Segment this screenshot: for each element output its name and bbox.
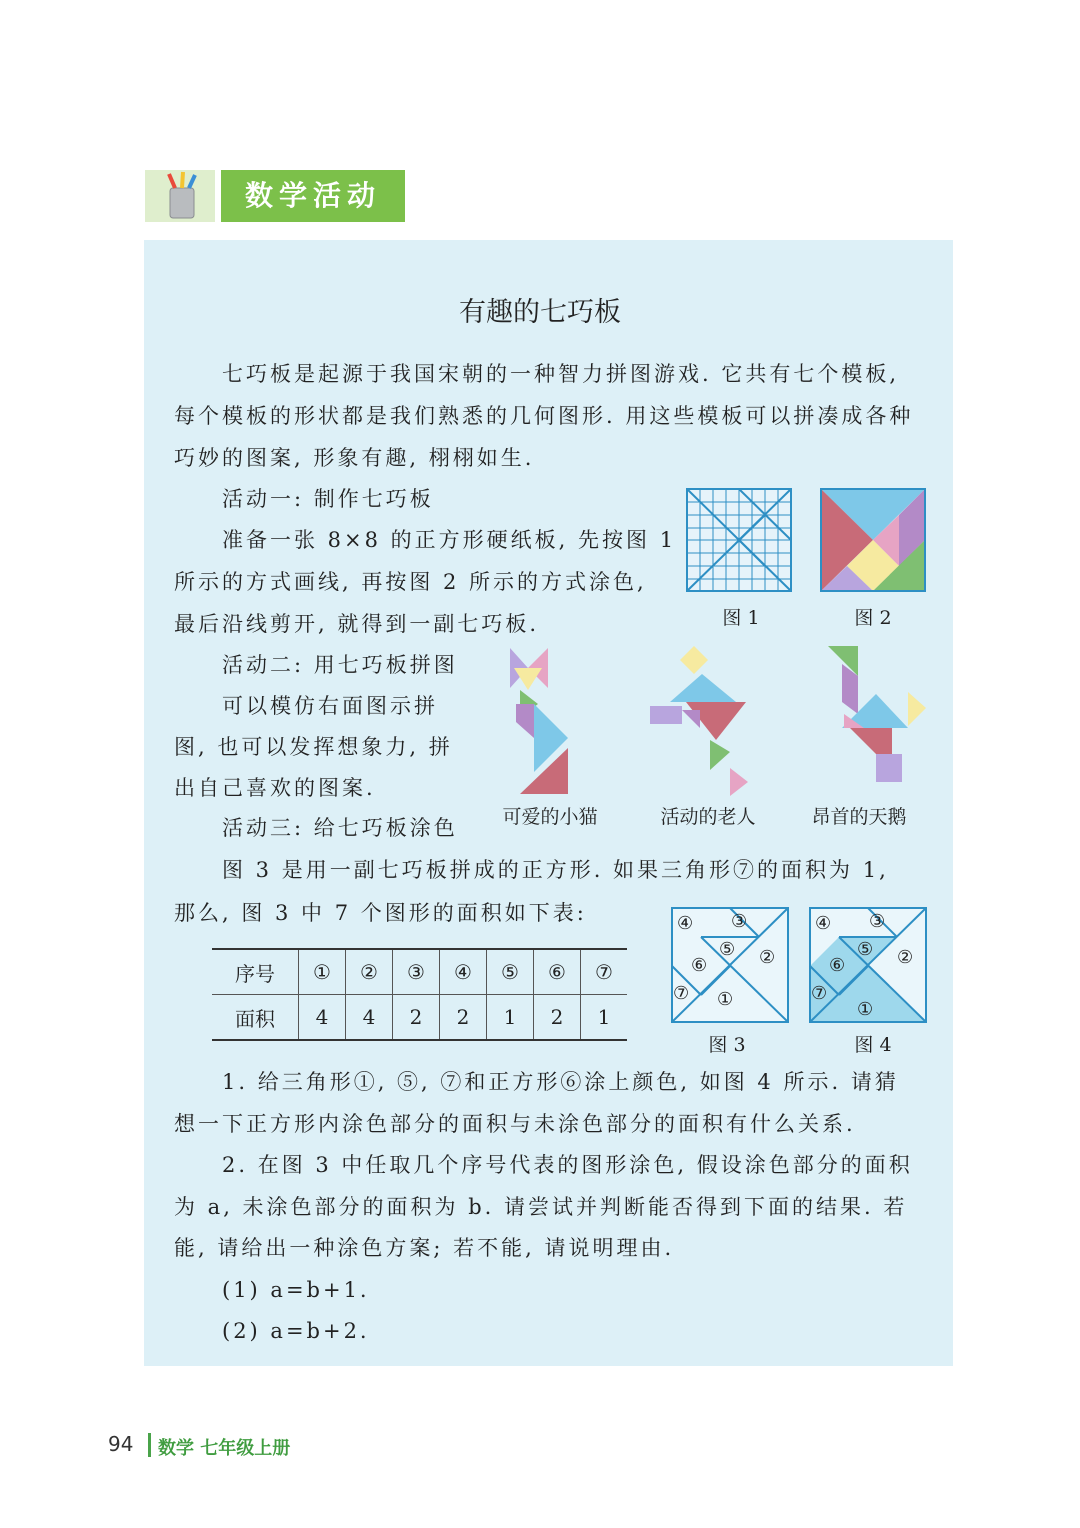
activity1-line-3: 最后沿线剪开, 就得到一副七巧板. xyxy=(174,612,540,636)
q2-line-3: 能, 请给出一种涂色方案; 若不能, 请说明理由. xyxy=(174,1236,675,1260)
activity1-line-1: 准备一张 8×8 的正方形硬纸板, 先按图 1 xyxy=(222,528,677,552)
footer-divider xyxy=(148,1433,151,1457)
swan-caption: 昂首的天鹅 xyxy=(811,806,907,828)
page-title: 有趣的七巧板 xyxy=(459,297,621,328)
table-header-id: 序号 xyxy=(212,949,299,995)
table-cell: ⑤ xyxy=(487,949,534,995)
figure-2-colored-tangram xyxy=(820,488,926,592)
activity3-line-1: 图 3 是用一副七巧板拼成的正方形. 如果三角形⑦的面积为 1, xyxy=(222,858,889,882)
activity2-line-2: 图, 也可以发挥想象力, 拼 xyxy=(174,735,453,759)
activity3-heading: 活动三: 给七巧板涂色 xyxy=(222,816,458,840)
table-cell: ⑦ xyxy=(581,949,628,995)
table-cell: 4 xyxy=(299,995,346,1041)
piece-label: ④ xyxy=(815,913,832,934)
page-number: 94 xyxy=(108,1432,134,1456)
cat-caption: 可爱的小猫 xyxy=(502,806,598,828)
area-table xyxy=(212,948,627,1041)
table-cell: 1 xyxy=(487,995,534,1041)
q1-line-2: 想一下正方形内涂色部分的面积与未涂色部分的面积有什么关系. xyxy=(174,1112,856,1136)
figure-2-caption: 图 2 xyxy=(854,607,892,629)
table-cell: ② xyxy=(346,949,393,995)
intro-line-1: 七巧板是起源于我国宋朝的一种智力拼图游戏. 它共有七个模板, xyxy=(222,362,900,386)
piece-label: ⑦ xyxy=(673,983,690,1004)
q2-option-2: (2) a=b+2. xyxy=(222,1319,370,1343)
piece-label: ④ xyxy=(677,913,694,934)
q2-option-1: (1) a=b+1. xyxy=(222,1278,370,1302)
table-cell: 4 xyxy=(346,995,393,1041)
piece-label: ① xyxy=(857,999,874,1020)
activity2-line-3: 出自己喜欢的图案. xyxy=(174,776,376,800)
q2-line-1: 2. 在图 3 中任取几个序号代表的图形涂色, 假设涂色部分的面积 xyxy=(222,1153,913,1177)
piece-label: ② xyxy=(759,947,776,968)
table-cell: 2 xyxy=(534,995,581,1041)
figure-4-caption: 图 4 xyxy=(854,1034,892,1056)
piece-label: ③ xyxy=(731,911,748,932)
table-cell: 1 xyxy=(581,995,628,1041)
piece-label: ⑦ xyxy=(811,983,828,1004)
activity1-line-2: 所示的方式画线, 再按图 2 所示的方式涂色, xyxy=(174,570,647,594)
book-title: 数学 七年级上册 xyxy=(158,1438,291,1459)
piece-label: ① xyxy=(717,989,734,1010)
section-title: 数学活动 xyxy=(221,170,405,222)
table-cell: ① xyxy=(299,949,346,995)
activity1-heading: 活动一: 制作七巧板 xyxy=(222,487,434,511)
table-cell: ③ xyxy=(393,949,440,995)
old-man-caption: 活动的老人 xyxy=(660,806,756,828)
piece-label: ② xyxy=(897,947,914,968)
q1-line-1: 1. 给三角形①, ⑤, ⑦和正方形⑥涂上颜色, 如图 4 所示. 请猜 xyxy=(222,1070,899,1094)
pencil-cup-icon xyxy=(145,170,215,222)
table-cell: ⑥ xyxy=(534,949,581,995)
figure-3-numbered-tangram xyxy=(671,907,789,1023)
table-cell: 2 xyxy=(393,995,440,1041)
piece-label: ⑥ xyxy=(829,955,846,976)
piece-label: ⑤ xyxy=(719,939,736,960)
piece-label: ⑤ xyxy=(857,939,874,960)
swan-figure xyxy=(824,644,928,784)
table-cell: ④ xyxy=(440,949,487,995)
q2-line-2: 为 a, 未涂色部分的面积为 b. 请尝试并判断能否得到下面的结果. 若 xyxy=(174,1195,908,1219)
figure-1-caption: 图 1 xyxy=(722,607,760,629)
activity2-line-1: 可以模仿右面图示拼 xyxy=(222,694,438,718)
activity3-line-2: 那么, 图 3 中 7 个图形的面积如下表: xyxy=(174,901,587,925)
activity2-heading: 活动二: 用七巧板拼图 xyxy=(222,653,458,677)
piece-label: ⑥ xyxy=(691,955,708,976)
intro-line-3: 巧妙的图案, 形象有趣, 栩栩如生. xyxy=(174,446,535,470)
piece-label: ③ xyxy=(869,911,886,932)
table-cell: 2 xyxy=(440,995,487,1041)
cat-figure xyxy=(506,646,572,796)
figure-3-caption: 图 3 xyxy=(708,1034,746,1056)
intro-line-2: 每个模板的形状都是我们熟悉的几何图形. 用这些模板可以拼凑成各种 xyxy=(174,404,914,428)
table-row-ids xyxy=(212,949,627,995)
table-header-area: 面积 xyxy=(212,995,299,1041)
old-man-figure xyxy=(648,644,752,796)
table-row-areas xyxy=(212,995,627,1041)
figure-1-grid xyxy=(686,488,792,592)
figure-4-shaded-tangram xyxy=(809,907,927,1023)
